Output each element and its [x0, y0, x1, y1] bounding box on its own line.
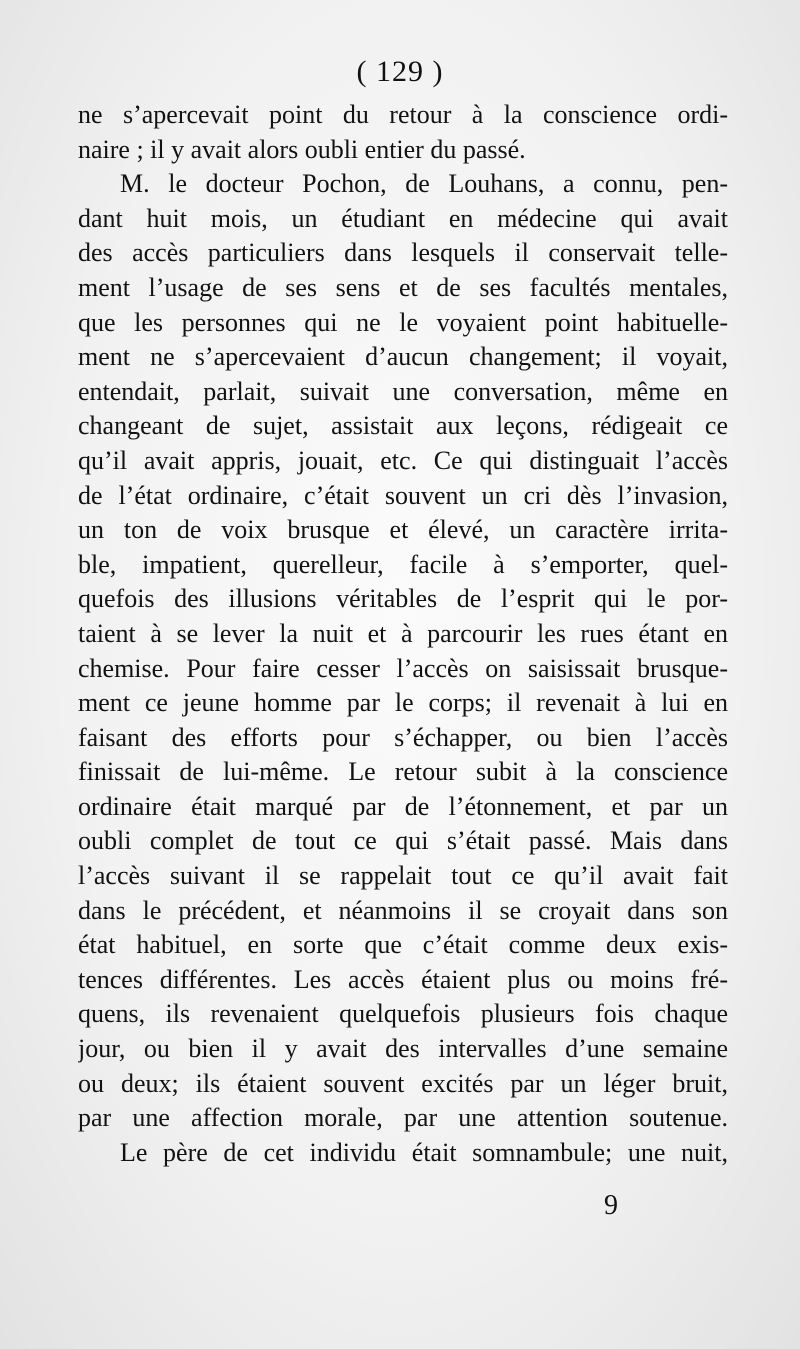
text-line: faisant des efforts pour s’échapper, ou bien l’accès — [78, 722, 728, 752]
text-line: ble, impatient, querelleur, facile à s’emporter, quel- — [78, 549, 728, 579]
text-line: un ton de voix brusque et élevé, un caractère irrita- — [78, 515, 728, 545]
text-line: des accès particuliers dans lesquels il conservait telle- — [78, 238, 728, 268]
text-line: entendait, parlait, suivait une conversation, même en — [78, 376, 728, 406]
page-number: ( 129 ) — [356, 55, 444, 88]
text-line: que les personnes qui ne le voyaient point habituelle- — [78, 307, 728, 337]
text-line: dant huit mois, un étudiant en médecine qui avait — [78, 203, 728, 233]
text-line: finissait de lui-même. Le retour subit à la conscience — [78, 757, 728, 787]
text-line: par une affection morale, par une attention soutenue. — [78, 1103, 728, 1133]
text-line: ment ce jeune homme par le corps; il revenait à lui en — [78, 688, 728, 718]
text-line: Le père de cet individu était somnambule; une nuit, — [120, 1137, 728, 1167]
text-line: ordinaire était marqué par de l’étonnement, et par un — [78, 791, 728, 821]
text-line: l’accès suivant il se rappelait tout ce qu’il avait fait — [78, 861, 728, 891]
text-line: quefois des illusions véritables de l’esprit qui le por- — [78, 584, 728, 614]
text-line: changeant de sujet, assistait aux leçons, rédigeait ce — [78, 411, 728, 441]
text-line: oubli complet de tout ce qui s’était passé. Mais dans — [78, 826, 728, 856]
text-line: tences différentes. Les accès étaient plus ou moins fré- — [78, 964, 728, 994]
body-text — [78, 98, 728, 1170]
text-line: M. le docteur Pochon, de Louhans, a connu, pen- — [120, 169, 728, 199]
text-line: quens, ils revenaient quelquefois plusieurs fois chaque — [78, 999, 728, 1029]
text-line: chemise. Pour faire cesser l’accès on saisissait brusque- — [78, 653, 728, 683]
text-line: qu’il avait appris, jouait, etc. Ce qui distinguait l’accès — [78, 445, 728, 475]
text-line: ment ne s’apercevaient d’aucun changement; il voyait, — [78, 342, 728, 372]
text-line: état habituel, en sorte que c’était comme deux exis- — [78, 930, 728, 960]
text-line: taient à se lever la nuit et à parcourir les rues étant en — [78, 618, 728, 648]
text-line: ne s’apercevait point du retour à la conscience ordi- — [78, 100, 728, 129]
signature-mark: 9 — [604, 1190, 618, 1221]
text-line: dans le précédent, et néanmoins il se croyait dans son — [78, 895, 728, 925]
text-line: de l’état ordinaire, c’était souvent un cri dès l’invasion, — [78, 480, 728, 510]
text-line: ment l’usage de ses sens et de ses facultés mentales, — [78, 272, 728, 302]
text-line: ou deux; ils étaient souvent excités par un léger bruit, — [78, 1068, 728, 1098]
text-line: jour, ou bien il y avait des intervalles d’une semaine — [78, 1034, 728, 1064]
text-line: naire ; il y avait alors oubli entier du passé. — [78, 134, 526, 164]
